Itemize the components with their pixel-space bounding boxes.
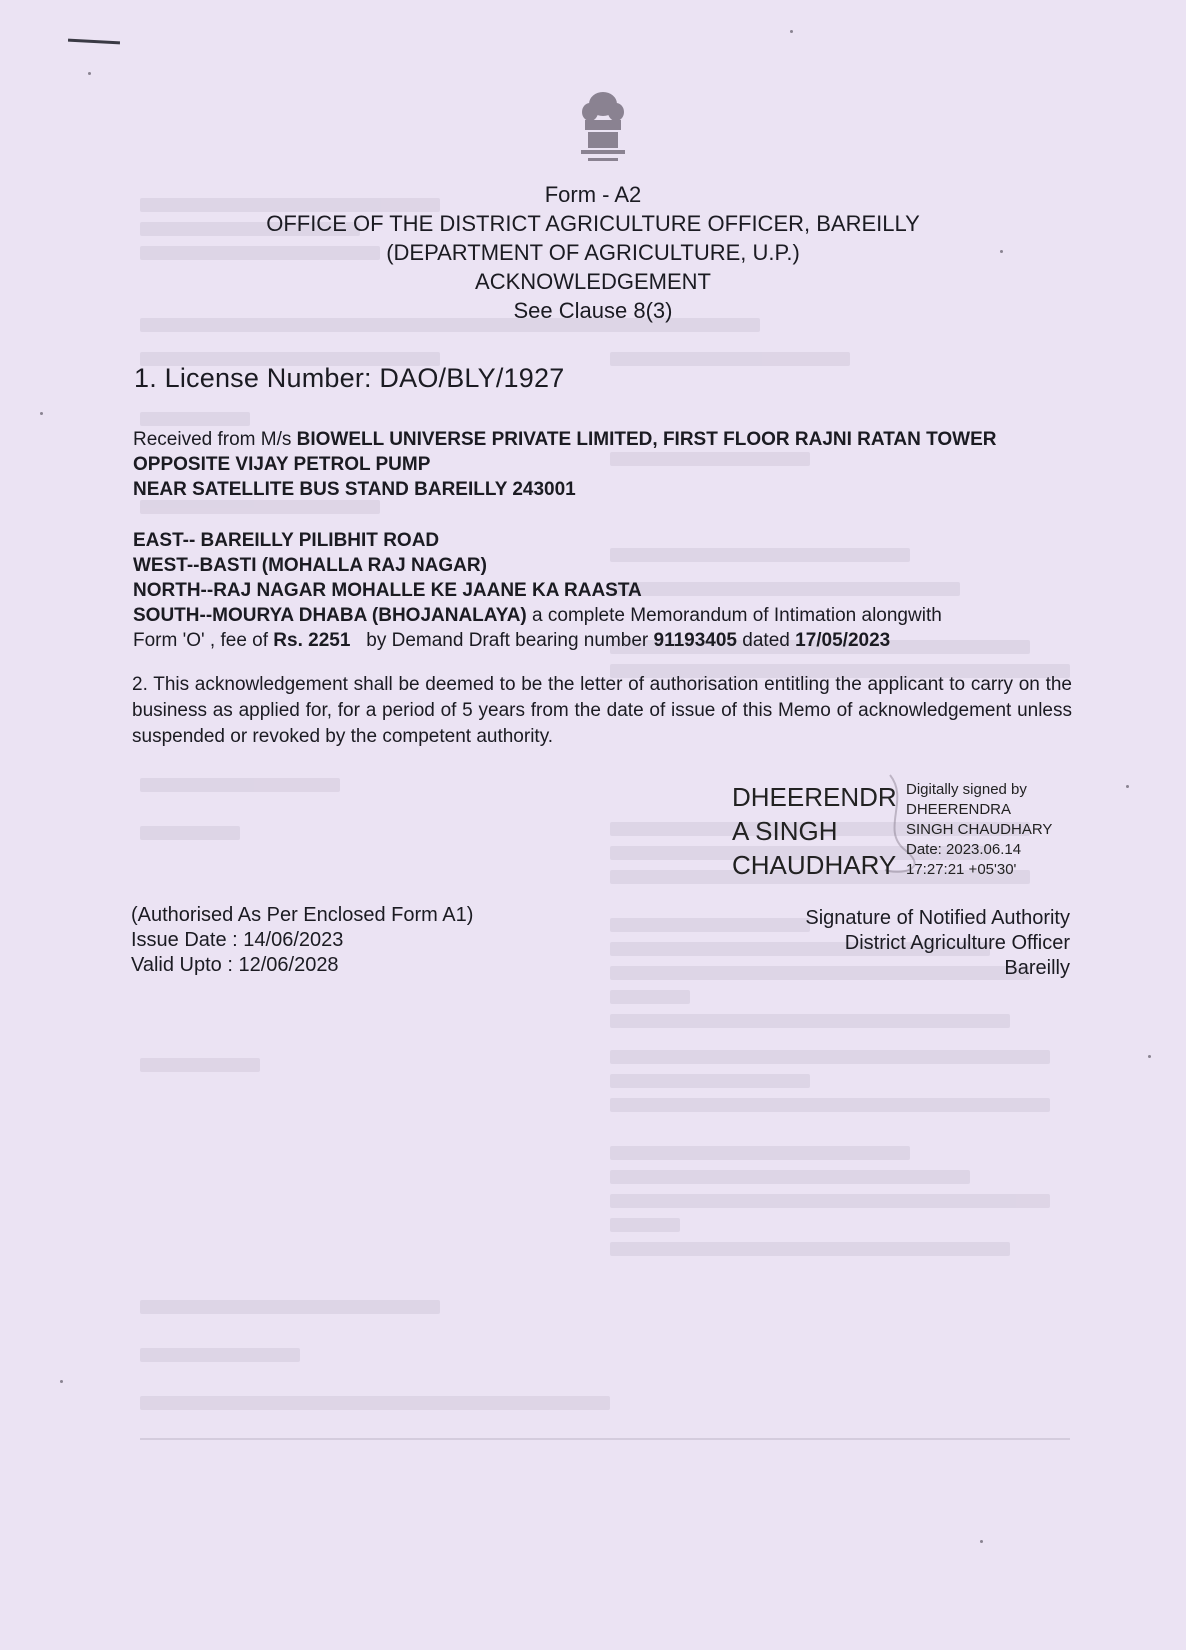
document-title: ACKNOWLEDGEMENT — [475, 269, 711, 294]
firm-name: BIOWELL UNIVERSE PRIVATE LIMITED, FIRST FLOOR RAJNI RATAN TOWER — [296, 429, 997, 450]
boundary-south: SOUTH--MOURYA DHABA (BHOJANALAYA) — [133, 605, 527, 626]
authority-line-2: District Agriculture Officer — [844, 932, 1070, 954]
dd-date: 17/05/2023 — [795, 630, 891, 651]
authorisation-paragraph: 2. This acknowledgement shall be deemed to be the letter of authorisation entitling the applicant to carry on the business as applied for, for a period of 5 years from the date of issue of this Memo of acknowledgement unless suspended or revoked by the competent authority. — [132, 674, 1072, 747]
paper-speck — [980, 1540, 983, 1543]
paper-speck — [60, 1380, 63, 1383]
boundaries-block — [133, 528, 1073, 653]
signature-meta-line-5: 17:27:21 +05'30' — [906, 861, 1017, 878]
form-number: Form - A2 — [544, 182, 642, 207]
paper-speck — [790, 30, 793, 33]
dated-text: dated — [737, 630, 796, 651]
signer-name-line-3: CHAUDHARY — [732, 850, 897, 880]
paper-speck — [1148, 1055, 1151, 1058]
signer-name-line-1: DHEERENDR — [732, 782, 897, 812]
boundary-west: WEST--BASTI (MOHALLA RAJ NAGAR) — [133, 555, 487, 576]
dd-text: by Demand Draft bearing number — [350, 630, 654, 651]
national-emblem-icon — [576, 88, 630, 168]
received-from-block — [133, 427, 1073, 502]
boundary-east: EAST-- BAREILLY PILIBHIT ROAD — [133, 530, 440, 551]
valid-upto: Valid Upto : 12/06/2028 — [131, 954, 339, 976]
issue-date: Issue Date : 14/06/2023 — [131, 929, 344, 951]
clause-reference: See Clause 8(3) — [513, 298, 673, 323]
signature-meta-line-3: SINGH CHAUDHARY — [906, 821, 1053, 838]
signature-meta-line-2: DHEERENDRA — [906, 801, 1012, 818]
boundary-south-line — [133, 603, 1073, 628]
received-line-1 — [133, 427, 1073, 452]
memorandum-text: a complete Memorandum of Intimation alongwith — [526, 605, 942, 626]
paper-speck — [1126, 785, 1129, 788]
received-prefix: Received from M/s — [133, 429, 297, 450]
firm-address-line-2: OPPOSITE VIJAY PETROL PUMP — [133, 454, 431, 475]
signer-name — [732, 780, 897, 882]
fee-amount: Rs. 2251 — [273, 630, 351, 651]
boundary-north: NORTH--RAJ NAGAR MOHALLE KE JAANE KA RAASTA — [133, 580, 642, 601]
pen-mark — [68, 39, 120, 45]
faint-divider — [140, 1438, 1070, 1440]
dd-number: 91193405 — [653, 630, 738, 651]
digital-signature-details — [906, 780, 1052, 880]
form-o-text: Form 'O' , fee of — [133, 630, 274, 651]
paper-speck — [88, 72, 91, 75]
office-title: OFFICE OF THE DISTRICT AGRICULTURE OFFICER, BAREILLY — [266, 211, 920, 236]
department-title: (DEPARTMENT OF AGRICULTURE, U.P.) — [386, 240, 800, 265]
signer-name-line-2: A SINGH — [732, 816, 838, 846]
authorisation-details — [131, 903, 473, 978]
paper-speck — [1000, 250, 1003, 253]
signature-meta-line-1: Digitally signed by — [906, 781, 1027, 798]
authority-line-3: Bareilly — [1004, 957, 1070, 979]
firm-address-line-3: NEAR SATELLITE BUS STAND BAREILLY 243001 — [133, 479, 576, 500]
authority-line-1: Signature of Notified Authority — [805, 907, 1070, 929]
notified-authority — [740, 906, 1070, 981]
paper-speck — [40, 412, 43, 415]
license-number: 1. License Number: DAO/BLY/1927 — [134, 363, 565, 393]
authorised-note: (Authorised As Per Enclosed Form A1) — [131, 904, 474, 926]
fee-line — [133, 628, 1073, 653]
signature-meta-line-4: Date: 2023.06.14 — [906, 841, 1022, 858]
